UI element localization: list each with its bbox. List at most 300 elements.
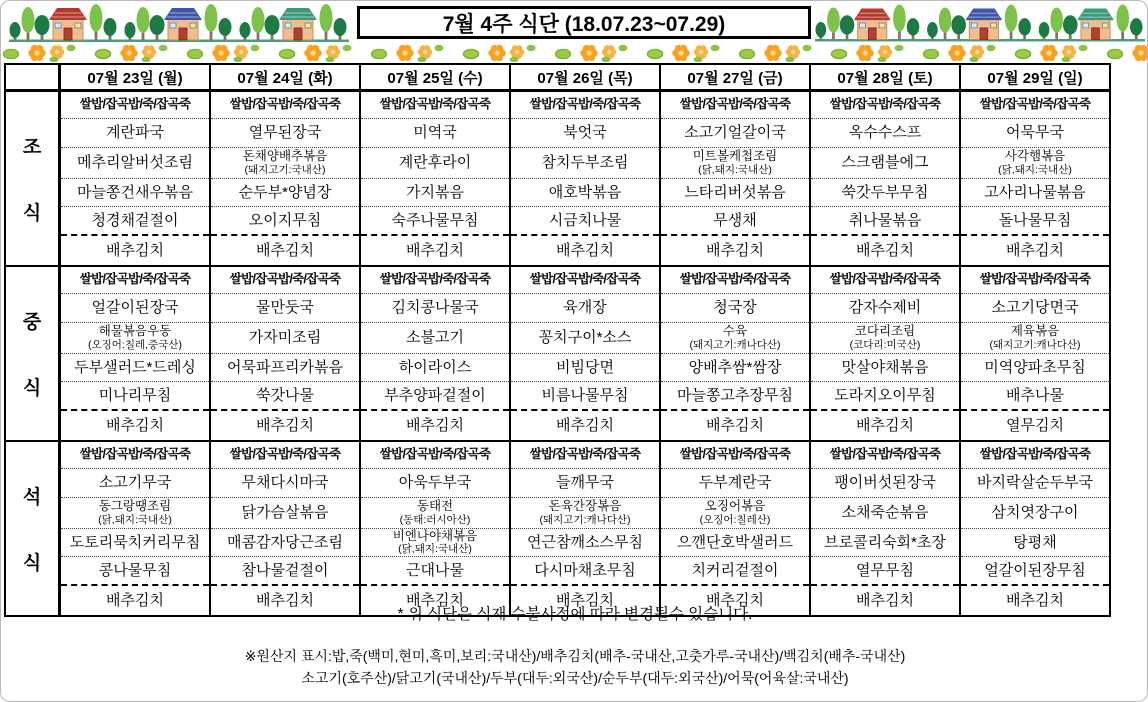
origin-notice-line1: ※원산지 표시:밥,죽(백미,현미,흑미,보리:국내산)/배추김치(배추-국내산,고춧가루-국내산)/백김치(배추-국내산) xyxy=(244,648,906,664)
menu-item-origin: (오징어:칠레산) xyxy=(699,513,771,526)
menu-cell xyxy=(661,148,809,179)
menu-item-name: 옥수수스프 xyxy=(848,124,922,142)
day-column xyxy=(659,92,809,265)
menu-cell xyxy=(811,354,959,382)
menu-cell xyxy=(61,469,209,498)
menu-item-name: 취나물볶음 xyxy=(848,211,922,229)
menu-item-name: 들깨무국 xyxy=(556,474,614,492)
menu-cell xyxy=(961,119,1109,148)
menu-item-name: 김치콩나물국 xyxy=(391,299,479,317)
day-column xyxy=(359,92,509,265)
menu-item-name: 매콤감자당근조림 xyxy=(227,533,343,551)
menu-item-name: 브로콜리숙회*초장 xyxy=(824,533,946,551)
menu-cell xyxy=(211,469,359,498)
menu-cell xyxy=(811,442,959,469)
menu-cell xyxy=(961,442,1109,469)
menu-cell xyxy=(361,323,509,354)
menu-item-name: 바지락살순두부국 xyxy=(977,474,1093,492)
menu-item-name: 열무김치 xyxy=(1006,416,1064,434)
menu-cell xyxy=(61,442,209,469)
menu-cell xyxy=(511,323,659,354)
menu-item-name: 미나리무침 xyxy=(98,386,172,404)
menu-cell xyxy=(811,557,959,586)
menu-item-name: 쌀밥/잡곡밥/죽/잡곡죽 xyxy=(79,97,191,112)
menu-item-origin: (돼지고기:캐나다산) xyxy=(539,513,631,526)
menu-cell xyxy=(61,92,209,119)
menu-item-name: 무생채 xyxy=(713,211,757,229)
menu-cell xyxy=(361,236,509,265)
menu-cell xyxy=(61,323,209,354)
menu-table xyxy=(4,63,1111,617)
menu-cell xyxy=(661,92,809,119)
menu-cell xyxy=(361,267,509,294)
menu-item-name: 코다리조림 xyxy=(854,324,916,339)
menu-item-name: 열무된장국 xyxy=(248,124,322,142)
menu-cell xyxy=(811,498,959,529)
meal-label-char: 식 xyxy=(22,553,42,575)
menu-item-name: 숙주나물무침 xyxy=(391,211,479,229)
menu-cell xyxy=(811,236,959,265)
menu-cell xyxy=(961,294,1109,323)
menu-item-name: 팽이버섯된장국 xyxy=(834,474,936,492)
menu-cell xyxy=(361,498,509,529)
menu-cell xyxy=(661,469,809,498)
day-column xyxy=(809,92,959,265)
menu-cell xyxy=(511,411,659,440)
day-column xyxy=(209,442,359,615)
menu-cell xyxy=(961,323,1109,354)
menu-cell xyxy=(961,267,1109,294)
day-header: 07월 28일 (토) xyxy=(809,65,959,89)
menu-cell xyxy=(811,411,959,440)
menu-cell xyxy=(511,382,659,411)
menu-item-name: 쌀밥/잡곡밥/죽/잡곡죽 xyxy=(979,447,1091,462)
day-column xyxy=(58,92,209,265)
day-column xyxy=(509,267,659,440)
meal-label-char: 석 xyxy=(22,486,42,508)
menu-item-name: 부추양파겉절이 xyxy=(384,386,486,404)
menu-item-name: 참치두부조림 xyxy=(541,154,629,172)
day-column xyxy=(809,442,959,615)
menu-cell xyxy=(811,469,959,498)
menu-item-name: 얼갈이된장국 xyxy=(91,299,179,317)
menu-item-name: 쌀밥/잡곡밥/죽/잡곡죽 xyxy=(379,97,491,112)
menu-cell xyxy=(661,382,809,411)
menu-item-name: 계란후라이 xyxy=(398,154,472,172)
menu-item-name: 쑥갓두부무침 xyxy=(841,183,929,201)
menu-item-name: 스크램블에그 xyxy=(841,154,929,172)
meal-label-breakfast xyxy=(6,92,58,265)
day-header: 07월 26일 (목) xyxy=(509,65,659,89)
menu-item-name: 애호박볶음 xyxy=(548,183,622,201)
menu-item-name: 배추김치 xyxy=(106,241,164,259)
menu-cell xyxy=(961,207,1109,236)
menu-item-name: 쌀밥/잡곡밥/죽/잡곡죽 xyxy=(679,447,791,462)
menu-item-name: 양배추쌈*쌈장 xyxy=(688,358,782,376)
menu-item-name: 미역양파초무침 xyxy=(984,358,1086,376)
menu-cell xyxy=(61,411,209,440)
menu-cell xyxy=(211,323,359,354)
menu-cell xyxy=(961,469,1109,498)
day-column xyxy=(509,92,659,265)
menu-cell xyxy=(961,498,1109,529)
menu-item-name: 다시마채초무침 xyxy=(534,561,636,579)
menu-cell xyxy=(811,148,959,179)
menu-item-name: 제육볶음 xyxy=(1010,324,1060,339)
day-column xyxy=(809,267,959,440)
menu-cell xyxy=(961,148,1109,179)
header-corner-cell xyxy=(6,65,58,89)
menu-cell xyxy=(61,294,209,323)
menu-cell xyxy=(361,119,509,148)
menu-cell xyxy=(961,411,1109,440)
menu-item-name: 비엔나야채볶음 xyxy=(392,529,478,543)
menu-cell xyxy=(211,207,359,236)
menu-item-name: 두부계란국 xyxy=(698,474,772,492)
day-header: 07월 27일 (금) xyxy=(659,65,809,89)
menu-item-name: 콩나물무침 xyxy=(98,561,172,579)
menu-cell xyxy=(361,179,509,207)
menu-item-name: 꽁치구이*소스 xyxy=(538,329,632,347)
menu-cell xyxy=(811,294,959,323)
menu-item-name: 해물볶음우동 xyxy=(98,324,172,339)
menu-cell xyxy=(61,498,209,529)
menu-cell xyxy=(511,267,659,294)
meal-label-dinner xyxy=(6,442,58,615)
menu-cell xyxy=(61,382,209,411)
menu-item-name: 배추김치 xyxy=(856,241,914,259)
menu-item-name: 미트볼케첩조림 xyxy=(692,149,778,164)
menu-cell xyxy=(511,207,659,236)
menu-item-name: 쌀밥/잡곡밥/죽/잡곡죽 xyxy=(979,97,1091,112)
menu-cell xyxy=(811,382,959,411)
menu-cell xyxy=(961,529,1109,557)
menu-item-name: 쌀밥/잡곡밥/죽/잡곡죽 xyxy=(979,272,1091,287)
menu-item-name: 쌀밥/잡곡밥/죽/잡곡죽 xyxy=(229,272,341,287)
menu-item-name: 얼갈이된장무침 xyxy=(984,561,1086,579)
meal-label-char: 식 xyxy=(22,203,42,225)
table-header-row xyxy=(6,65,1109,92)
day-column xyxy=(659,442,809,615)
menu-item-name: 배추김치 xyxy=(556,416,614,434)
menu-cell xyxy=(511,354,659,382)
day-header: 07월 24일 (화) xyxy=(209,65,359,89)
menu-cell xyxy=(211,92,359,119)
menu-item-name: 배추김치 xyxy=(256,241,314,259)
menu-cell xyxy=(811,207,959,236)
menu-cell xyxy=(211,557,359,586)
menu-item-origin: (닭,돼지:국내산) xyxy=(698,163,772,176)
menu-item-name: 배추김치 xyxy=(706,591,764,609)
houses-trees-banner-left xyxy=(5,3,353,43)
menu-item-name: 소고기얼갈이국 xyxy=(684,124,786,142)
menu-item-name: 돈채양배추볶음 xyxy=(242,149,328,164)
menu-cell xyxy=(961,557,1109,586)
menu-cell xyxy=(811,323,959,354)
menu-item-name: 배추김치 xyxy=(1006,591,1064,609)
menu-cell xyxy=(211,529,359,557)
menu-item-name: 배추김치 xyxy=(856,416,914,434)
menu-item-name: 쌀밥/잡곡밥/죽/잡곡죽 xyxy=(829,97,941,112)
menu-cell xyxy=(211,148,359,179)
menu-item-name: 배추김치 xyxy=(106,591,164,609)
flower-strip-icon xyxy=(1,44,1148,62)
decorative-banner xyxy=(1,3,1148,63)
menu-cell xyxy=(361,469,509,498)
origin-notice-line2: 소고기(호주산)/닭고기(국내산)/두부(대두:외국산)/순두부(대두:외국산)/어묵(어육살:국내산) xyxy=(301,669,849,686)
menu-item-name: 쌀밥/잡곡밥/죽/잡곡죽 xyxy=(379,272,491,287)
menu-item-name: 어묵파프리카볶음 xyxy=(227,358,343,376)
menu-item-name: 메추리알버섯조림 xyxy=(77,154,193,172)
menu-cell xyxy=(661,179,809,207)
footnotes xyxy=(1,602,1148,689)
menu-item-name: 아욱두부국 xyxy=(398,474,472,492)
menu-item-name: 배추김치 xyxy=(256,591,314,609)
menu-item-name: 맛살야채볶음 xyxy=(841,358,929,376)
menu-item-name: 하이라이스 xyxy=(398,358,472,376)
day-header: 07월 29일 (일) xyxy=(959,65,1109,89)
menu-item-name: 배추김치 xyxy=(406,591,464,609)
menu-cell xyxy=(211,354,359,382)
menu-item-name: 쌀밥/잡곡밥/죽/잡곡죽 xyxy=(229,447,341,462)
menu-cell xyxy=(961,179,1109,207)
menu-item-name: 닭가슴살볶음 xyxy=(241,504,329,522)
menu-cell xyxy=(61,529,209,557)
day-column xyxy=(959,267,1109,440)
menu-item-name: 돌나물무침 xyxy=(998,211,1072,229)
menu-item-name: 감자수제비 xyxy=(848,299,922,317)
day-column xyxy=(659,267,809,440)
menu-item-name: 동태전 xyxy=(416,499,454,514)
menu-item-name: 으깬단호박샐러드 xyxy=(677,533,793,551)
menu-cell xyxy=(961,354,1109,382)
menu-item-name: 쌀밥/잡곡밥/죽/잡곡죽 xyxy=(229,97,341,112)
menu-item-name: 쌀밥/잡곡밥/죽/잡곡죽 xyxy=(829,447,941,462)
menu-cell xyxy=(61,236,209,265)
menu-item-name: 마늘쫑고추장무침 xyxy=(677,386,793,404)
menu-cell xyxy=(961,92,1109,119)
menu-cell xyxy=(361,354,509,382)
menu-item-name: 청국장 xyxy=(713,299,757,317)
menu-item-name: 오징어볶음 xyxy=(704,499,766,514)
menu-cell xyxy=(61,557,209,586)
menu-cell xyxy=(961,236,1109,265)
menu-cell xyxy=(661,557,809,586)
menu-cell xyxy=(661,498,809,529)
day-column xyxy=(959,92,1109,265)
day-header: 07월 25일 (수) xyxy=(359,65,509,89)
menu-cell xyxy=(661,323,809,354)
menu-item-name: 배추김치 xyxy=(106,416,164,434)
menu-cell xyxy=(661,411,809,440)
menu-item-name: 배추김치 xyxy=(1006,241,1064,259)
menu-item-name: 쌀밥/잡곡밥/죽/잡곡죽 xyxy=(679,272,791,287)
menu-item-name: 사각햄볶음 xyxy=(1004,149,1066,164)
menu-cell xyxy=(811,267,959,294)
menu-item-name: 물만둣국 xyxy=(256,299,314,317)
menu-cell xyxy=(61,148,209,179)
menu-item-name: 돈육간장볶음 xyxy=(548,499,622,514)
menu-cell xyxy=(61,207,209,236)
menu-cell xyxy=(811,529,959,557)
day-column xyxy=(359,442,509,615)
meal-block-lunch xyxy=(6,265,1109,440)
menu-item-name: 배추김치 xyxy=(406,241,464,259)
menu-item-origin: (닭,돼지:국내산) xyxy=(398,543,472,556)
meal-label-char: 식 xyxy=(22,378,42,400)
menu-cell xyxy=(361,382,509,411)
menu-cell xyxy=(361,148,509,179)
menu-item-name: 쌀밥/잡곡밥/죽/잡곡죽 xyxy=(529,97,641,112)
menu-item-name: 소고기무국 xyxy=(98,474,172,492)
day-column xyxy=(509,442,659,615)
day-column xyxy=(58,267,209,440)
menu-cell xyxy=(511,442,659,469)
menu-item-name: 소채죽순볶음 xyxy=(841,504,929,522)
menu-item-name: 쌀밥/잡곡밥/죽/잡곡죽 xyxy=(79,272,191,287)
menu-cell xyxy=(511,148,659,179)
menu-item-name: 쌀밥/잡곡밥/죽/잡곡죽 xyxy=(529,447,641,462)
menu-cell xyxy=(61,354,209,382)
meal-label-char: 조 xyxy=(22,136,42,158)
menu-item-origin: (동태:러시아산) xyxy=(399,513,471,526)
menu-cell xyxy=(511,469,659,498)
day-header: 07월 23일 (월) xyxy=(58,65,209,89)
menu-item-name: 쑥갓나물 xyxy=(256,386,314,404)
menu-cell xyxy=(661,267,809,294)
day-column xyxy=(58,442,209,615)
page-title: 7월 4주 식단 (18.07.23~07.29) xyxy=(442,12,726,36)
menu-item-name: 미역국 xyxy=(413,124,457,142)
day-column xyxy=(359,267,509,440)
menu-cell xyxy=(511,119,659,148)
menu-item-name: 배추김치 xyxy=(856,591,914,609)
menu-cell xyxy=(511,236,659,265)
meal-label-char: 중 xyxy=(22,311,42,333)
menu-item-name: 쌀밥/잡곡밥/죽/잡곡죽 xyxy=(679,97,791,112)
menu-cell xyxy=(961,382,1109,411)
menu-item-origin: (닭,돼지:국내산) xyxy=(98,513,172,526)
menu-item-name: 마늘쫑건새우볶음 xyxy=(77,183,193,201)
menu-cell xyxy=(361,442,509,469)
menu-cell xyxy=(211,411,359,440)
menu-item-name: 육개장 xyxy=(563,299,607,317)
menu-item-origin: (돼지고기:국내산) xyxy=(244,163,326,176)
menu-cell xyxy=(211,294,359,323)
menu-item-name: 배추김치 xyxy=(406,416,464,434)
menu-cell xyxy=(511,92,659,119)
menu-cell xyxy=(211,236,359,265)
houses-trees-banner-right xyxy=(815,3,1145,43)
menu-cell xyxy=(511,498,659,529)
menu-cell xyxy=(361,92,509,119)
menu-item-origin: (오징어:칠레,중국산) xyxy=(88,338,182,351)
menu-item-origin: (닭,돼지:국내산) xyxy=(998,163,1072,176)
menu-cell xyxy=(211,267,359,294)
menu-cell xyxy=(61,179,209,207)
menu-item-name: 순두부*양념장 xyxy=(238,183,332,201)
menu-item-name: 동그랑땡조림 xyxy=(98,499,172,514)
menu-cell xyxy=(811,179,959,207)
menu-item-name: 쌀밥/잡곡밥/죽/잡곡죽 xyxy=(79,447,191,462)
menu-cell xyxy=(511,294,659,323)
menu-item-name: 배추김치 xyxy=(256,416,314,434)
menu-cell xyxy=(661,354,809,382)
title-box xyxy=(357,6,811,39)
menu-item-name: 열무무침 xyxy=(856,561,914,579)
menu-item-name: 삼치엿장구이 xyxy=(991,504,1079,522)
menu-item-name: 두부샐러드*드레싱 xyxy=(74,358,196,376)
menu-item-name: 비름나물무침 xyxy=(541,386,629,404)
menu-cell xyxy=(511,179,659,207)
menu-cell xyxy=(361,411,509,440)
menu-cell xyxy=(61,119,209,148)
menu-item-origin: (돼지고기:캐나다산) xyxy=(989,338,1081,351)
menu-cell xyxy=(361,529,509,557)
menu-cell xyxy=(361,207,509,236)
menu-item-name: 쌀밥/잡곡밥/죽/잡곡죽 xyxy=(379,447,491,462)
menu-item-name: 배추김치 xyxy=(556,591,614,609)
menu-item-name: 무채다시마국 xyxy=(241,474,329,492)
menu-cell xyxy=(661,294,809,323)
menu-cell xyxy=(61,267,209,294)
menu-item-name: 계란파국 xyxy=(106,124,164,142)
menu-cell xyxy=(211,119,359,148)
menu-item-name: 배추김치 xyxy=(556,241,614,259)
menu-cell xyxy=(661,236,809,265)
menu-item-name: 연근참깨소스무침 xyxy=(527,533,643,551)
menu-item-name: 도라지오이무침 xyxy=(834,386,936,404)
menu-item-name: 근대나물 xyxy=(406,561,464,579)
meal-block-dinner xyxy=(6,440,1109,615)
menu-item-name: 북엇국 xyxy=(563,124,607,142)
menu-item-name: 수육 xyxy=(722,324,748,339)
menu-cell xyxy=(511,557,659,586)
day-column xyxy=(959,442,1109,615)
meal-block-breakfast xyxy=(6,92,1109,265)
menu-item-name: 시금치나물 xyxy=(548,211,622,229)
menu-item-name: 고사리나물볶음 xyxy=(984,183,1086,201)
menu-item-name: 가지볶음 xyxy=(406,183,464,201)
menu-cell xyxy=(361,294,509,323)
menu-item-name: 비빔당면 xyxy=(556,358,614,376)
menu-cell xyxy=(361,557,509,586)
day-column xyxy=(209,267,359,440)
menu-item-name: 소불고기 xyxy=(406,329,464,347)
menu-cell xyxy=(661,207,809,236)
menu-item-name: 청경채겉절이 xyxy=(91,211,179,229)
menu-item-name: 어묵무국 xyxy=(1006,124,1064,142)
menu-cell xyxy=(661,119,809,148)
menu-item-name: 오이지무침 xyxy=(248,211,322,229)
day-column xyxy=(209,92,359,265)
menu-cell xyxy=(661,442,809,469)
menu-item-name: 치커리겉절이 xyxy=(691,561,779,579)
menu-item-name: 배추김치 xyxy=(706,241,764,259)
menu-cell xyxy=(211,179,359,207)
menu-item-name: 배추나물 xyxy=(1006,386,1064,404)
menu-cell xyxy=(211,498,359,529)
menu-cell xyxy=(211,382,359,411)
menu-cell xyxy=(811,92,959,119)
menu-item-name: 가자미조림 xyxy=(248,329,322,347)
menu-item-name: 도토리묵치커리무침 xyxy=(69,533,201,551)
menu-cell xyxy=(811,119,959,148)
menu-cell xyxy=(211,442,359,469)
meal-label-lunch xyxy=(6,267,58,440)
menu-item-name: 참나물겉절이 xyxy=(241,561,329,579)
menu-item-origin: (돼지고기:캐나다산) xyxy=(689,338,781,351)
